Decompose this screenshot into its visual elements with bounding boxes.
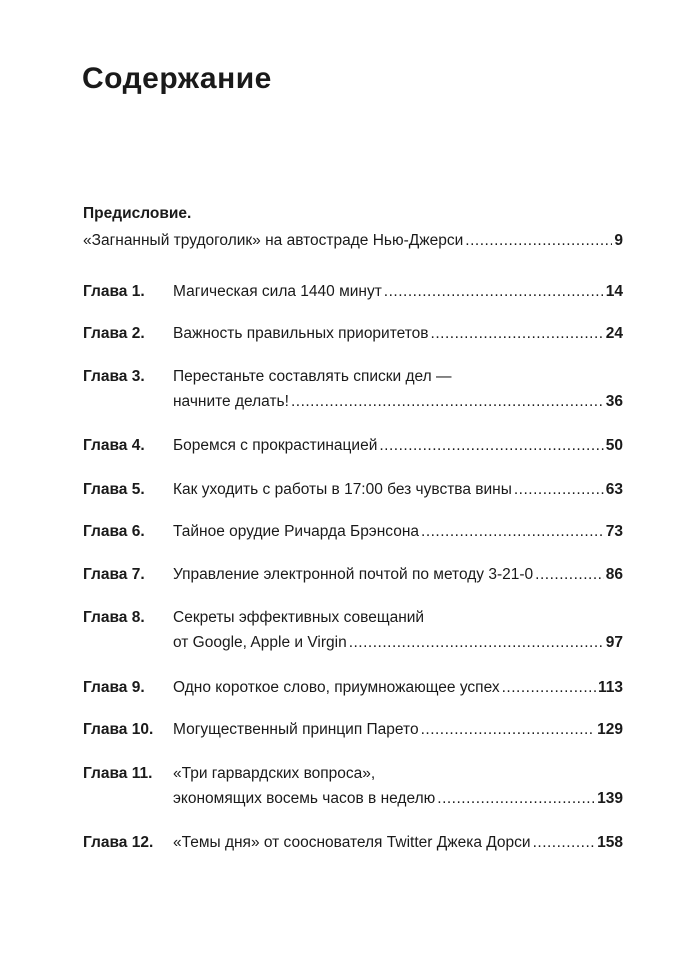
- page-number: 24: [605, 325, 623, 342]
- chapter-title: Могущественный принцип Парето: [173, 721, 419, 738]
- page-number: 158: [597, 834, 623, 851]
- page-title: Содержание: [82, 62, 272, 95]
- page-number: 50: [605, 437, 623, 454]
- toc-entry-chapter-1[interactable]: [83, 279, 623, 304]
- dot-leader: [349, 630, 604, 655]
- page-number: 14: [605, 283, 623, 300]
- chapter-title: Магическая сила 1440 минут: [173, 283, 382, 300]
- chapter-title-cont: экономящих восемь часов в неделю: [173, 790, 436, 807]
- dot-leader: [502, 675, 596, 700]
- dot-leader: [421, 519, 604, 544]
- page-number: 97: [605, 634, 623, 651]
- page-number: 86: [605, 566, 623, 583]
- chapter-title: Как уходить с работы в 17:00 без чувства вины: [173, 481, 512, 498]
- toc-entry-chapter-3[interactable]: [83, 364, 623, 414]
- chapter-title: Управление электронной почтой по методу 3-21-0: [173, 566, 534, 583]
- chapter-title: Боремся с прокрастинацией: [173, 437, 378, 454]
- chapter-label: Глава 3.: [83, 368, 145, 385]
- chapter-label: Глава 9.: [83, 679, 145, 696]
- chapter-label: Глава 4.: [83, 437, 145, 454]
- chapter-label: Глава 11.: [83, 765, 153, 782]
- chapter-title-cont: от Google, Apple и Virgin: [173, 634, 347, 651]
- chapter-label: Глава 8.: [83, 609, 145, 626]
- preface-title: «Загнанный трудоголик» на автостраде Нью-Джерси: [83, 232, 464, 249]
- dot-leader: [535, 562, 604, 587]
- dot-leader: [379, 433, 603, 458]
- page-number: 73: [605, 523, 623, 540]
- chapter-title: Важность правильных приоритетов: [173, 325, 429, 342]
- page-number: 63: [605, 481, 623, 498]
- chapter-label: Глава 7.: [83, 566, 145, 583]
- dot-leader: [465, 228, 612, 253]
- toc-entry-chapter-11[interactable]: [83, 761, 623, 811]
- chapter-label: Глава 12.: [83, 834, 154, 851]
- chapter-title: Перестаньте составлять списки дел —: [173, 368, 452, 385]
- chapter-title: Секреты эффективных совещаний: [173, 609, 425, 626]
- toc-entry-chapter-9[interactable]: [83, 675, 623, 700]
- dot-leader: [437, 786, 595, 811]
- page-number: 129: [597, 721, 623, 738]
- toc-entry-chapter-4[interactable]: [83, 433, 623, 458]
- dot-leader: [291, 389, 604, 414]
- preface-line: [83, 228, 623, 253]
- toc-entry-chapter-5[interactable]: [83, 477, 623, 502]
- toc-entry-preface[interactable]: [83, 200, 623, 253]
- page-number: 113: [597, 679, 623, 696]
- toc-entry-chapter-6[interactable]: [83, 519, 623, 544]
- dot-leader: [533, 830, 596, 855]
- chapter-label: Глава 1.: [83, 283, 145, 300]
- dot-leader: [421, 717, 596, 742]
- dot-leader: [431, 321, 604, 346]
- toc-entry-chapter-8[interactable]: [83, 605, 623, 655]
- toc-entry-chapter-10[interactable]: [83, 717, 623, 742]
- chapter-title: «Темы дня» от сооснователя Twitter Джека Дорси: [173, 834, 531, 851]
- page-number: 139: [597, 790, 623, 807]
- toc-entry-chapter-12[interactable]: [83, 830, 623, 855]
- chapter-title: Одно короткое слово, приумножающее успех: [173, 679, 500, 696]
- toc-entry-chapter-2[interactable]: [83, 321, 623, 346]
- page-number: 9: [614, 232, 623, 249]
- toc-entry-chapter-7[interactable]: [83, 562, 623, 587]
- chapter-label: Глава 5.: [83, 481, 145, 498]
- chapter-title: Тайное орудие Ричарда Брэнсона: [173, 523, 420, 540]
- dot-leader: [384, 279, 604, 304]
- page-number: 36: [605, 393, 623, 410]
- chapter-label: Глава 6.: [83, 523, 145, 540]
- chapter-label: Глава 10.: [83, 721, 154, 738]
- chapter-title: «Три гарвардских вопроса»,: [173, 765, 376, 782]
- chapter-label: Глава 2.: [83, 325, 145, 342]
- preface-label: Предисловие.: [83, 205, 192, 222]
- chapter-title-cont: начните делать!: [173, 393, 289, 410]
- dot-leader: [514, 477, 604, 502]
